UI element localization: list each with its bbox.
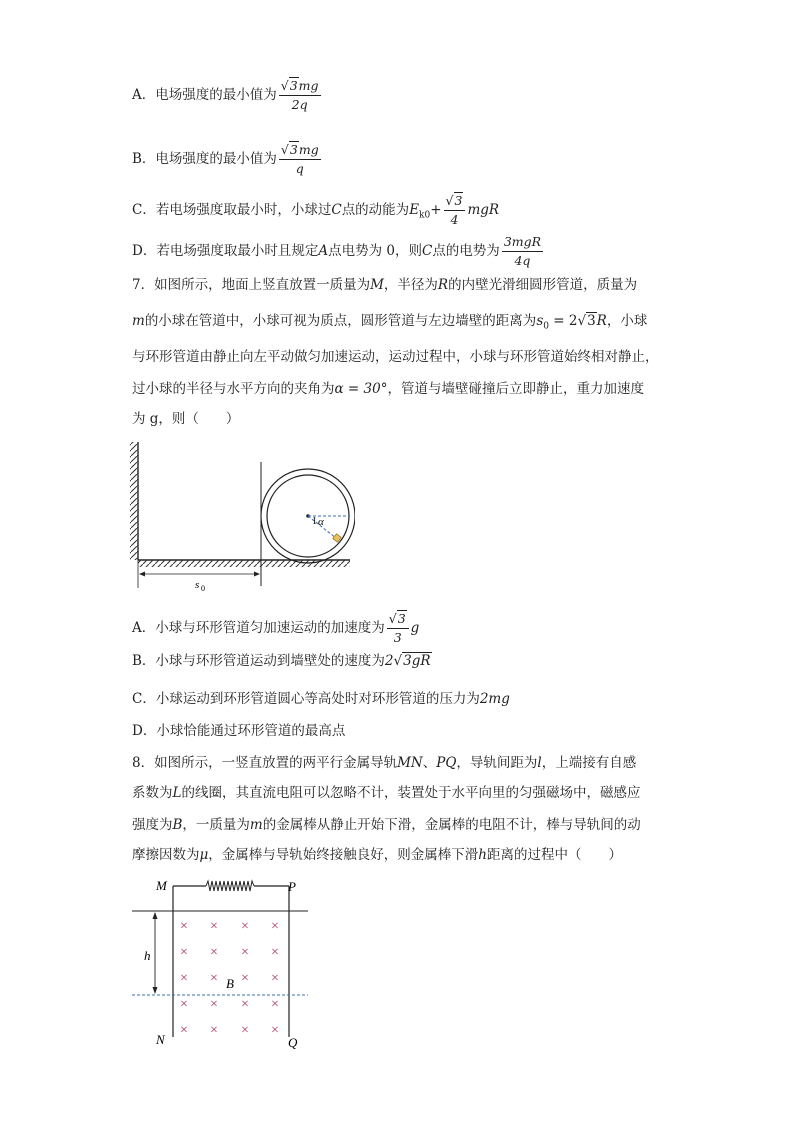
field-cross: ×: [210, 945, 218, 960]
field-cross: ×: [271, 997, 279, 1012]
field-cross: ×: [210, 997, 218, 1012]
field-cross: ×: [241, 997, 249, 1012]
s0-label: s: [195, 579, 200, 591]
q7-line-3: 与环形管道由静止向左平动做匀加速运动，运动过程中，小球与环形管道始终相对静止，: [132, 349, 659, 365]
field-cross: ×: [271, 971, 279, 986]
q7-option-b: B．小球与环形管道运动到墙壁处的速度为2√3gR: [132, 653, 431, 669]
s0-sub: 0: [201, 584, 205, 593]
q7-option-a: A．小球与环形管道匀加速运动的加速度为 $\frac{√3}{3}$ g: [132, 611, 420, 645]
q6-a-fraction: $\frac{√3mg}{2q}$: [280, 78, 319, 112]
label-p: P: [288, 879, 296, 894]
q7-line-2: m的小球在管道中，小球可视为质点，圆形管道与左边墙壁的距离为$s_0 = 2√3R$，小球: [132, 313, 648, 332]
q6-option-d: D．若电场强度取最小时且规定A点电势为 0，则C点的电势为 $\frac{\text{3mgR}}{4q}$: [132, 234, 542, 268]
label-n: N: [156, 1032, 165, 1047]
angle-mark: 1: [312, 516, 317, 527]
q7-line-5: 为 g，则（ ）: [132, 411, 240, 427]
field-cross: ×: [210, 971, 218, 986]
field-cross: ×: [241, 919, 249, 934]
q6-b-fraction: $\frac{√3mg}{q}$: [280, 142, 319, 176]
field-cross: ×: [241, 971, 249, 986]
angle-label: α: [318, 516, 324, 528]
q7-option-d: D．小球恰能通过环形管道的最高点: [132, 723, 346, 739]
q8-line-1: 8．如图所示，一竖直放置的两平行金属导轨MN、PQ，导轨间距为l，上端接有自感: [132, 755, 637, 771]
q6-option-a: A．电场强度的最小值为 $\frac{√3mg}{2q}$: [132, 78, 319, 112]
field-cross: ×: [180, 1023, 188, 1038]
field-cross: ×: [180, 997, 188, 1012]
q8-line-2: 系数为L的线圈，其直流电阻可以忽略不计，装置处于水平向里的匀强磁场中，磁感应: [132, 785, 641, 801]
field-cross: ×: [271, 1023, 279, 1038]
field-cross: ×: [180, 945, 188, 960]
ground-hatch: [138, 560, 350, 567]
q7-a-fraction: $\frac{√3}{3}$: [387, 610, 409, 647]
field-cross: ×: [241, 945, 249, 960]
field-cross: ×: [180, 971, 188, 986]
label-q: Q: [288, 1035, 298, 1050]
field-cross: ×: [210, 1023, 218, 1038]
field-cross: ×: [210, 919, 218, 934]
q7-option-c: C．小球运动到环形管道圆心等高处时对环形管道的压力为2mg: [132, 691, 510, 707]
q6-option-b: B．电场强度的最小值为 $\frac{√3mg}{q}$: [132, 142, 319, 176]
field-b-label: B: [226, 976, 234, 991]
q7-figure: [125, 438, 355, 598]
q8-line-4: 摩擦因数为μ，金属棒与导轨始终接触良好，则金属棒下滑h距离的过程中（ ）: [132, 847, 622, 863]
s0-arrow-left-head: [139, 572, 145, 577]
label-m: M: [156, 878, 167, 893]
q8-line-3: 强度为B，一质量为m的金属棒从静止开始下滑，金属棒的电阻不计，棒与导轨间的动: [132, 817, 641, 833]
inductor-coil: [206, 881, 254, 891]
h-arrow-top-head: [153, 912, 158, 919]
q6-d-fraction: $\frac{\text{3mgR}}{4q}$: [503, 234, 542, 268]
q8-figure: [130, 872, 320, 1052]
q7-line-1: 7．如图所示，地面上竖直放置一质量为M，半径为R的内壁光滑细圆形管道，质量为: [132, 277, 638, 293]
s0-arrow-right-head: [254, 572, 260, 577]
q6-c-fraction: $\frac{√3}{4}$: [444, 192, 466, 229]
q6-option-c: C．若电场强度取最小时，小球过C点的动能为$E_{k0}+$ $\frac{√3}{4}$ mgR: [132, 193, 500, 227]
field-cross: ×: [271, 919, 279, 934]
q7-line-4: 过小球的半径与水平方向的夹角为α = 30°，管道与墙壁碰撞后立即静止，重力加速度: [132, 381, 644, 397]
h-arrow-bottom-head: [153, 987, 158, 994]
h-label: h: [144, 948, 151, 963]
wall-hatch: [130, 442, 138, 560]
field-cross: ×: [271, 945, 279, 960]
field-cross: ×: [241, 1023, 249, 1038]
field-cross: ×: [180, 919, 188, 934]
